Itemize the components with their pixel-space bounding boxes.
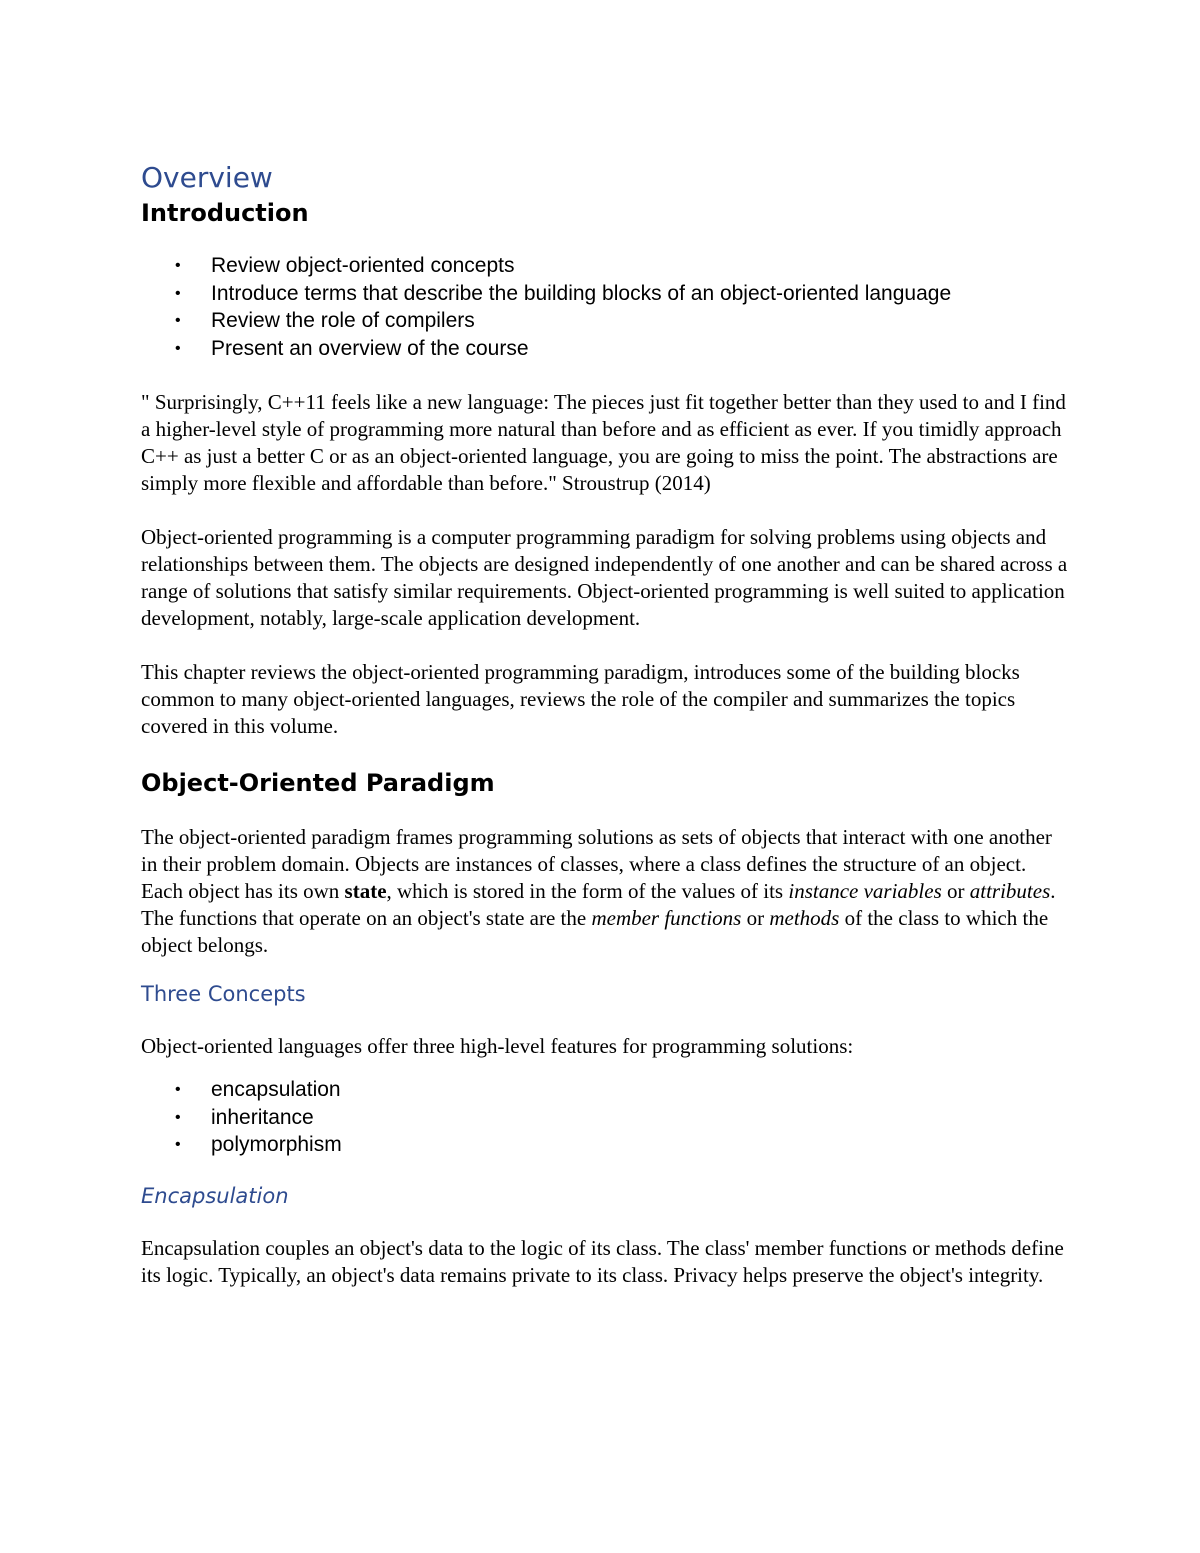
chapter-summary-paragraph: This chapter reviews the object-oriented programming paradigm, introduces some of the building blocks common to many object-oriented languages, reviews the role of the compiler and summarizes the topics covered in this volume. <box>141 660 1020 738</box>
bullet-icon: • <box>175 1108 181 1126</box>
encapsulation-heading: Encapsulation <box>141 1183 289 1208</box>
instance-variables-term: instance variables <box>788 879 942 903</box>
list-item <box>141 307 1071 335</box>
intro-bullet-list <box>141 252 1071 362</box>
list-item-text: Present an overview of the course <box>211 336 529 360</box>
bullet-icon: • <box>175 312 181 329</box>
list-item-text: Review the role of compilers <box>211 309 475 332</box>
list-item <box>141 1104 1071 1132</box>
bullet-icon: • <box>175 284 181 302</box>
attributes-term: attributes <box>969 879 1051 903</box>
paradigm-text-1: The object-oriented paradigm frames programming solutions as sets of objects that interact with one another in their problem domain. Objects are instances of classes, where a class defines the structure of an object. Each object has its own <box>141 825 1052 903</box>
list-item-text: polymorphism <box>211 1133 342 1156</box>
paradigm-text-6: of the class to which the object belongs. <box>141 906 1049 957</box>
concepts-intro: Object-oriented languages offer three high-level features for programming solutions: <box>141 1034 854 1058</box>
member-functions-term: member functions <box>591 906 742 930</box>
object-oriented-paradigm-heading: Object-Oriented Paradigm <box>141 769 495 797</box>
list-item <box>141 280 1071 308</box>
list-item <box>141 335 1071 363</box>
oop-definition-paragraph: Object-oriented programming is a computer programming paradigm for solving problems using objects and relationships between them. The objects are designed independently of one another and can be shared across a range of solutions that satisfy similar requirements. Object-oriented programming is well suited to application development, notably, large-scale application development. <box>141 525 1068 630</box>
document-page <box>141 160 1071 1289</box>
list-item-text: Introduce terms that describe the building blocks of an object-oriented language <box>211 281 952 305</box>
methods-term: methods <box>769 906 840 930</box>
bullet-icon: • <box>175 1136 181 1153</box>
paradigm-paragraph <box>141 824 1071 959</box>
encapsulation-paragraph: Encapsulation couples an object's data to the logic of its class. The class' member functions or methods define its logic. Typically, an object's data remains private to its class. Privacy helps preserve the object's integrity. <box>141 1235 1064 1287</box>
concepts-bullet-list <box>141 1076 1071 1159</box>
introduction-heading: Introduction <box>141 199 309 227</box>
paradigm-text-2: , which is stored in the form of the values of its <box>386 879 789 903</box>
list-item <box>141 1076 1071 1104</box>
list-item-text: inheritance <box>211 1105 314 1129</box>
bullet-icon: • <box>175 1081 181 1098</box>
list-item <box>141 1131 1071 1159</box>
paradigm-text-4: . The functions that operate on an object's state are the <box>141 879 1056 930</box>
document-title: Overview <box>141 161 273 194</box>
bullet-icon: • <box>175 339 181 357</box>
bullet-icon: • <box>175 257 181 274</box>
list-item <box>141 252 1071 280</box>
list-item-text: Review object-oriented concepts <box>211 254 515 277</box>
paradigm-text-3: or <box>941 879 970 903</box>
paradigm-text-5: or <box>741 906 770 930</box>
stroustrup-quote: " Surprisingly, C++11 feels like a new language: The pieces just fit together better than they used to and I find a higher-level style of programming more natural than before and as efficient as ever. If you timidly approach C++ as just a better C or as an object-oriented language, you are going to miss the point. The abstractions are simply more flexible and affordable than before." Stroustrup (2014) <box>141 390 1066 495</box>
state-term: state <box>344 879 387 903</box>
list-item-text: encapsulation <box>211 1078 341 1101</box>
three-concepts-heading: Three Concepts <box>141 982 306 1006</box>
